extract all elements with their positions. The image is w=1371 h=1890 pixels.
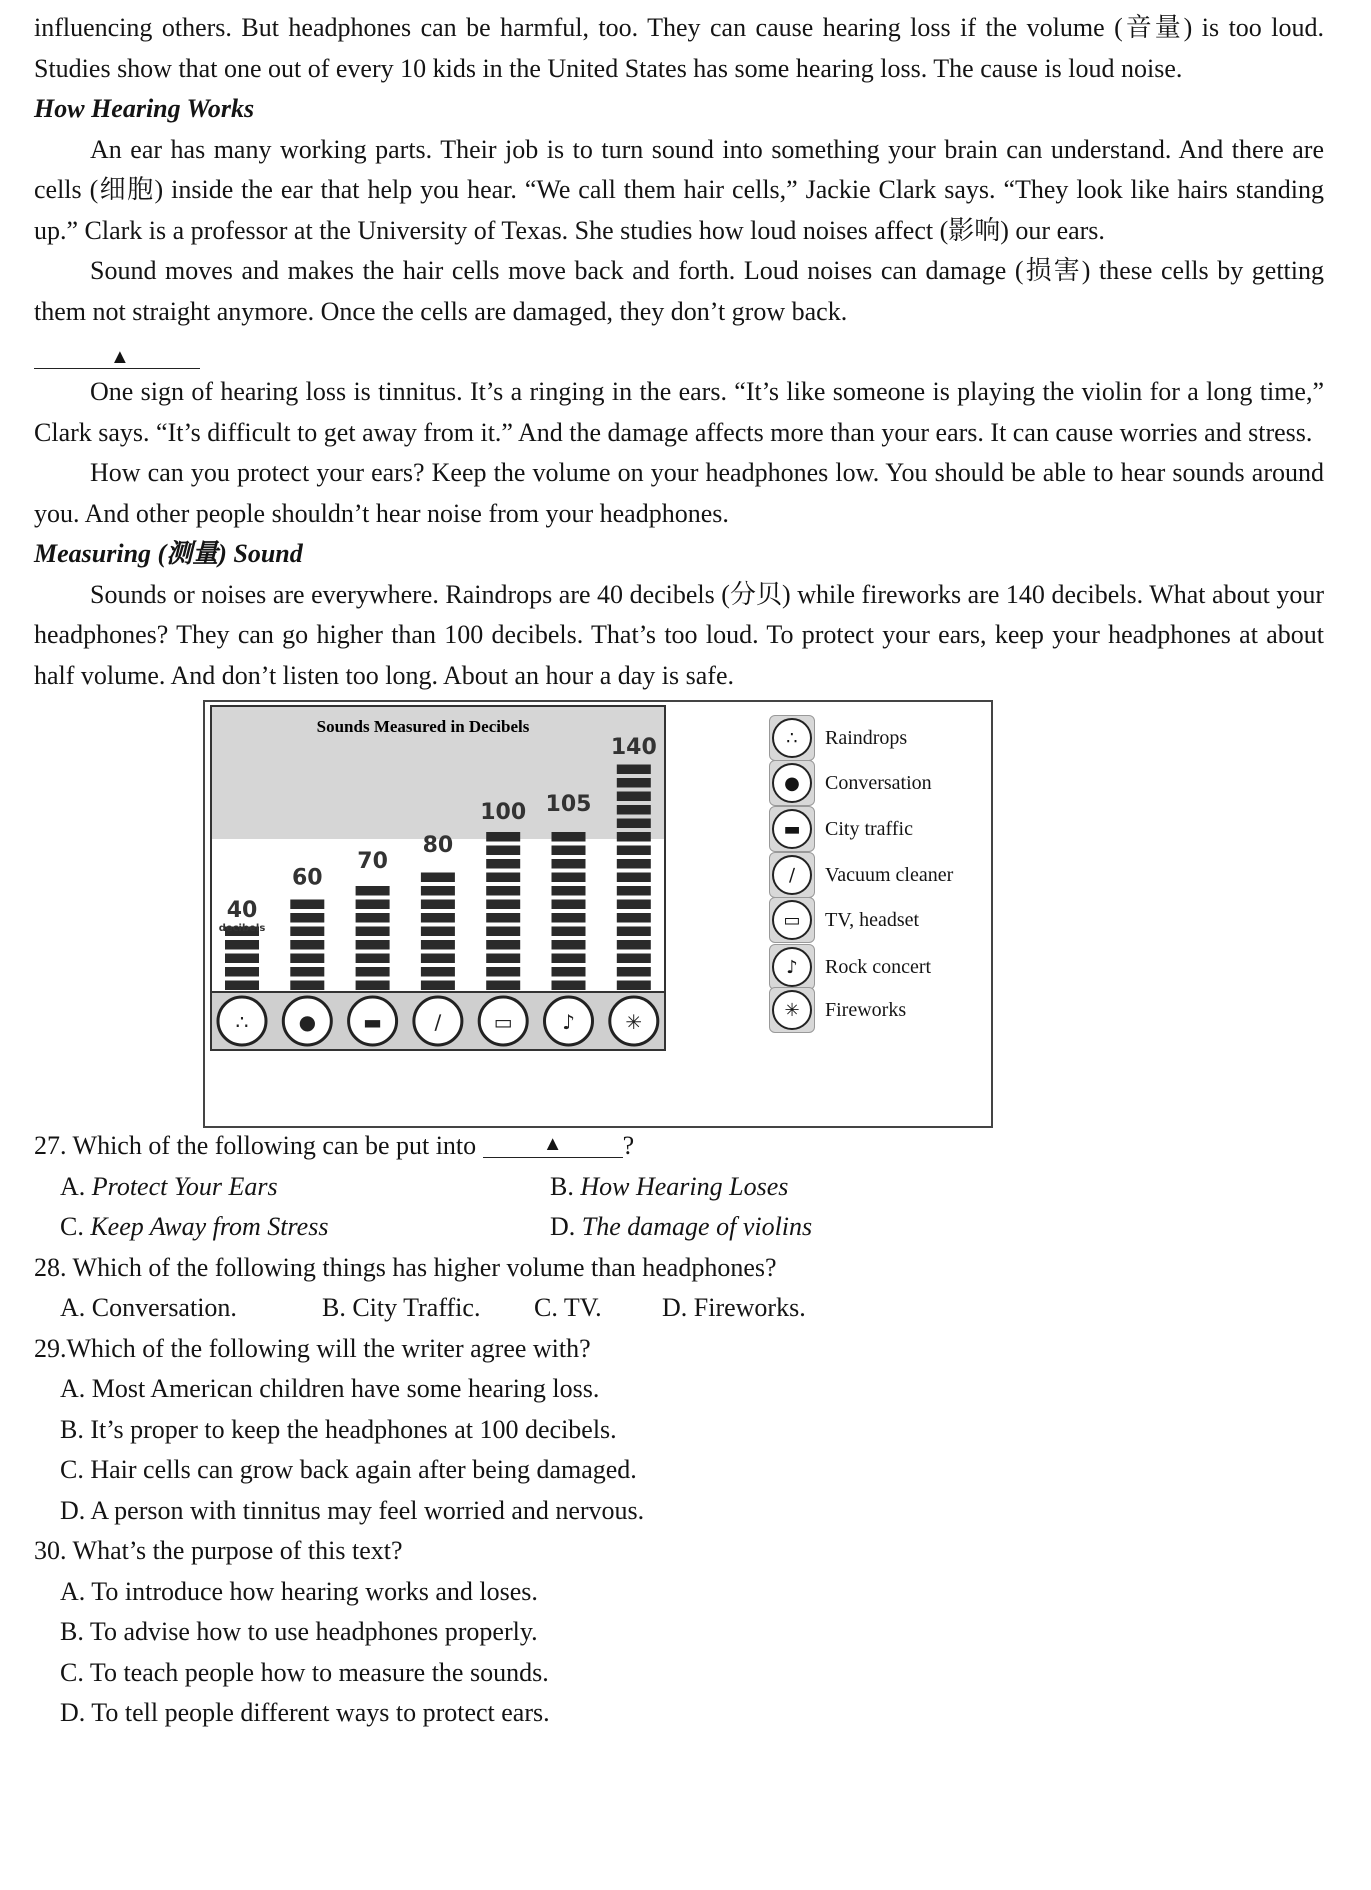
bar-5-segment — [552, 913, 586, 923]
paragraph-3: Sound moves and makes the hair cells move back and forth. Loud noises can damage (损害) these cells by getting them not straight anymore. Once the cells are damaged, they don’t grow back. — [34, 256, 1324, 326]
bar-1-segment — [290, 954, 324, 964]
bar-4-segment — [486, 940, 520, 950]
bar-6-segment — [617, 913, 651, 923]
bar-value-label-0: 40 — [226, 897, 258, 923]
raindrops-icon-bottom-glyph: ∴ — [235, 1010, 249, 1034]
bar-4-segment — [486, 873, 520, 883]
bar-value-label-4: 100 — [480, 800, 527, 826]
q30-option-c[interactable]: C. To teach people how to measure the sounds. — [60, 1657, 549, 1687]
bar-2-segment — [356, 927, 390, 937]
q28-option-b[interactable]: B. City Traffic. — [322, 1293, 481, 1322]
bar-value-label-2: 70 — [357, 849, 388, 875]
question-29: 29.Which of the following will the writer agree with? — [34, 1333, 591, 1363]
legend-label-1: Conversation — [825, 771, 932, 794]
raindrops-icon — [769, 715, 815, 761]
bar-5-segment — [552, 900, 586, 910]
bar-0-segment — [225, 940, 259, 950]
car-icon-bottom-glyph: ▬ — [363, 1010, 383, 1034]
tv-icon — [769, 897, 815, 943]
paragraph-5: How can you protect your ears? Keep the volume on your headphones low. You should be able to hear sounds around you. And other people shouldn’t hear noise from your headphones. — [34, 458, 1324, 528]
vacuum-icon — [769, 852, 815, 898]
bar-1-segment — [290, 927, 324, 937]
q27-blank — [483, 1131, 623, 1158]
q30-option-d[interactable]: D. To tell people different ways to protect ears. — [60, 1698, 550, 1727]
bar-5-segment — [552, 859, 586, 869]
q29-option-c[interactable]: C. Hair cells can grow back again after being damaged. — [60, 1455, 637, 1484]
legend-item-0 — [769, 716, 907, 760]
bar-value-label-1: 60 — [291, 865, 323, 891]
bar-4-segment — [486, 900, 520, 910]
q27-option-b-letter: B. — [550, 1171, 574, 1201]
bar-1-segment — [290, 967, 324, 977]
q30-option-a[interactable]: A. To introduce how hearing works and loses. — [60, 1576, 538, 1606]
q27-option-c-text: Keep Away from Stress — [90, 1212, 329, 1241]
unit-label: decibels — [218, 922, 266, 934]
guitar-icon-glyph: ♪ — [772, 947, 812, 987]
car-icon — [769, 806, 815, 852]
q27-option-b[interactable] — [550, 1167, 788, 1208]
legend-item-4 — [769, 898, 919, 942]
legend-item-5 — [769, 945, 931, 989]
legend-label-2: City traffic — [825, 817, 913, 840]
bar-6-segment — [617, 846, 651, 856]
bar-6-segment — [617, 927, 651, 937]
bar-6-segment — [617, 792, 651, 802]
q27-option-a-text: Protect Your Ears — [91, 1171, 278, 1201]
paragraph-4: One sign of hearing loss is tinnitus. It’s a ringing in the ears. “It’s like someone is playing the violin for a long time,” Clark says. “It’s difficult to get away from it.” And the damage affects more than your ears. It can cause worries and stress. — [34, 377, 1324, 447]
blank-triangle-marker: ▲ — [110, 346, 130, 368]
bar-4-segment — [486, 913, 520, 923]
legend-item-3 — [769, 853, 953, 897]
legend-label-5: Rock concert — [825, 955, 932, 978]
legend-item-6 — [769, 988, 906, 1032]
bar-2-segment — [356, 940, 390, 950]
bar-4-segment — [486, 954, 520, 964]
bar-3-segment — [421, 913, 455, 923]
legend-label-6: Fireworks — [825, 998, 907, 1021]
speech-bubble-icon — [769, 760, 815, 806]
bar-3-segment — [421, 940, 455, 950]
bar-4-segment — [486, 846, 520, 856]
bar-3-segment — [421, 927, 455, 937]
bar-6-segment — [617, 981, 651, 991]
bar-6-segment — [617, 832, 651, 842]
q27-option-c[interactable] — [60, 1207, 550, 1248]
bar-4-segment — [486, 967, 520, 977]
fireworks-icon-glyph: ✳ — [772, 990, 812, 1030]
bar-0-segment — [225, 954, 259, 964]
bar-0-segment — [225, 981, 259, 991]
bar-6-segment — [617, 886, 651, 896]
q27-option-d-text: The damage of violins — [581, 1212, 813, 1241]
paragraph-6: Sounds or noises are everywhere. Raindrops are 40 decibels (分贝) while fireworks are 140 decibels. What about your headphones? They can go higher than 100 decibels. That’s too loud. To protect your ears, keep your headphones at about half volume. And don’t listen too long. About an hour a day is safe. — [34, 579, 1324, 690]
car-icon-glyph: ▬ — [772, 809, 812, 849]
bar-6-segment — [617, 859, 651, 869]
chart-title: Sounds Measured in Decibels — [316, 717, 530, 736]
bar-5-segment — [552, 832, 586, 842]
q27-option-d-letter: D. — [550, 1212, 576, 1241]
q29-option-b[interactable]: B. It’s proper to keep the headphones at 100 decibels. — [60, 1414, 617, 1444]
bar-5-segment — [552, 940, 586, 950]
bar-2-segment — [356, 886, 390, 896]
q27-option-b-text: How Hearing Loses — [580, 1171, 789, 1201]
speech-bubble-icon-glyph: ● — [772, 763, 812, 803]
guitar-icon-bottom-glyph: ♪ — [562, 1010, 575, 1034]
question-27 — [34, 1126, 1324, 1167]
bar-3-segment — [421, 954, 455, 964]
bar-5-segment — [552, 927, 586, 937]
legend-label-0: Raindrops — [825, 726, 908, 749]
bar-5-segment — [552, 967, 586, 977]
bar-2-segment — [356, 913, 390, 923]
q28-option-a[interactable]: A. Conversation. — [60, 1293, 237, 1322]
bar-6-segment — [617, 954, 651, 964]
q28-option-d[interactable]: D. Fireworks. — [662, 1293, 806, 1322]
q27-options-row-2 — [34, 1207, 1324, 1248]
bar-1-segment — [290, 940, 324, 950]
q27-options-row-1 — [34, 1167, 1324, 1208]
q28-options-row — [34, 1288, 1324, 1329]
bar-4-segment — [486, 927, 520, 937]
bar-3-segment — [421, 886, 455, 896]
bar-5-segment — [552, 873, 586, 883]
speech-bubble-icon-bottom-glyph: ● — [298, 1010, 317, 1034]
bar-value-label-6: 140 — [610, 735, 657, 761]
legend-label-3: Vacuum cleaner — [825, 863, 954, 886]
bar-value-label-5: 105 — [545, 792, 592, 818]
bar-6-segment — [617, 873, 651, 883]
bar-6-segment — [617, 819, 651, 829]
bar-6-segment — [617, 805, 651, 815]
q27-option-c-letter: C. — [60, 1212, 84, 1241]
question-30: 30. What’s the purpose of this text? — [34, 1536, 403, 1565]
bar-4-segment — [486, 981, 520, 991]
legend-item-2 — [769, 807, 913, 851]
heading-how-hearing-works: How Hearing Works — [34, 94, 255, 123]
q27-blank-marker: ▲ — [542, 1133, 563, 1155]
raindrops-icon-glyph: ∴ — [772, 718, 812, 758]
q27-stem: 27. Which of the following can be put into — [34, 1131, 477, 1160]
bar-6-segment — [617, 967, 651, 977]
bar-3-segment — [421, 900, 455, 910]
q27-option-a[interactable] — [60, 1167, 550, 1208]
decibel-chart — [34, 696, 1324, 1126]
bar-0-segment — [225, 967, 259, 977]
legend-label-4: TV, headset — [825, 908, 920, 931]
bar-6-segment — [617, 940, 651, 950]
bar-6-segment — [617, 778, 651, 788]
q27-option-d[interactable] — [550, 1207, 812, 1248]
paragraph-1: influencing others. But headphones can be harmful, too. They can cause hearing loss if the volume (音量) is too loud. Studies show that one out of every 10 kids in the United States has some hearing loss. The cause is loud noise. — [34, 13, 1324, 83]
bar-2-segment — [356, 954, 390, 964]
q27-option-a-letter: A. — [60, 1171, 86, 1201]
bar-2-segment — [356, 967, 390, 977]
bar-1-segment — [290, 913, 324, 923]
bar-6-segment — [617, 900, 651, 910]
paragraph-2: An ear has many working parts. Their job is to turn sound into something your brain can understand. And there are cells (细胞) inside the ear that help you hear. “We call them hair cells,” Jackie Clark says. “They look like hairs standing up.” Clark is a professor at the University of Texas. She studies how loud noises affect (影响) our ears. — [34, 134, 1324, 245]
guitar-icon — [769, 944, 815, 990]
bar-5-segment — [552, 886, 586, 896]
tv-icon-bottom-glyph: ▭ — [493, 1010, 513, 1034]
exam-page — [34, 8, 1324, 1734]
bar-5-segment — [552, 846, 586, 856]
q27-end: ? — [622, 1131, 635, 1160]
bar-1-segment — [290, 900, 324, 910]
bar-3-segment — [421, 967, 455, 977]
q28-option-c[interactable]: C. TV. — [534, 1293, 602, 1322]
bar-value-label-3: 80 — [422, 832, 454, 858]
vacuum-icon-glyph: ∕ — [772, 855, 812, 895]
legend-item-1 — [769, 761, 932, 805]
q29-option-a[interactable]: A. Most American children have some hearing loss. — [60, 1374, 600, 1403]
bar-3-segment — [421, 873, 455, 883]
blank-underline — [34, 368, 200, 369]
bar-2-segment — [356, 900, 390, 910]
fireworks-icon-bottom-glyph: ✳ — [625, 1010, 643, 1034]
bar-3-segment — [421, 981, 455, 991]
bar-4-segment — [486, 886, 520, 896]
bar-5-segment — [552, 954, 586, 964]
bar-1-segment — [290, 981, 324, 991]
heading-blank — [34, 332, 1324, 372]
bar-5-segment — [552, 981, 586, 991]
bar-6-segment — [617, 765, 651, 775]
vacuum-icon-bottom-glyph: ∕ — [434, 1010, 442, 1034]
chart-frame — [203, 700, 993, 1128]
tv-icon-glyph: ▭ — [772, 900, 812, 940]
heading-measuring-sound: Measuring (测量) Sound — [34, 539, 303, 568]
bar-4-segment — [486, 859, 520, 869]
q30-option-b[interactable]: B. To advise how to use headphones properly. — [60, 1617, 538, 1646]
bar-2-segment — [356, 981, 390, 991]
bar-4-segment — [486, 832, 520, 842]
fireworks-icon — [769, 987, 815, 1033]
question-28: 28. Which of the following things has higher volume than headphones? — [34, 1252, 777, 1282]
q29-option-d[interactable]: D. A person with tinnitus may feel worried and nervous. — [60, 1495, 645, 1525]
